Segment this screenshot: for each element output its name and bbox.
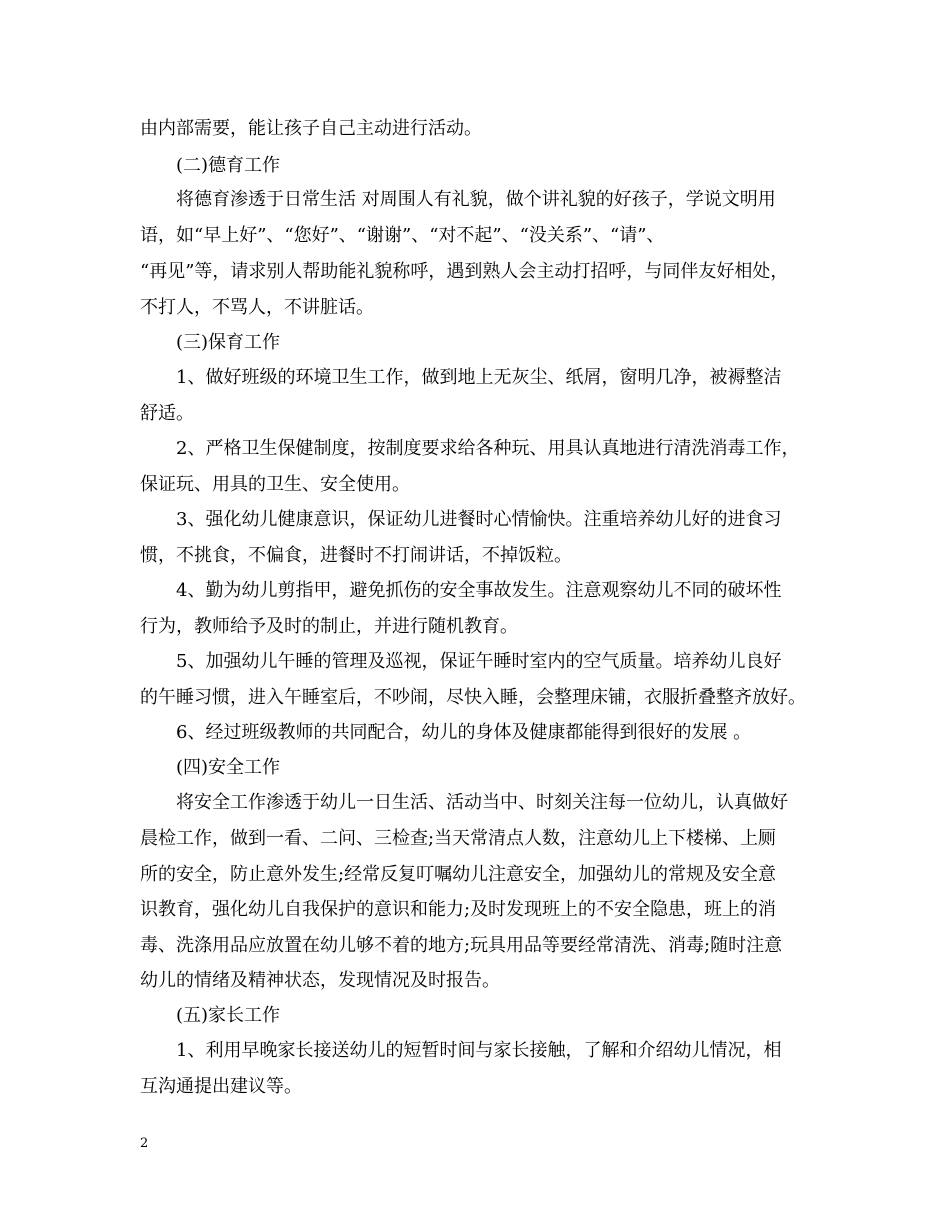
- paragraph-line: 保证玩、用具的卫生、安全使用。: [140, 474, 410, 495]
- paragraph-line: 互沟通提出建议等。: [140, 1076, 302, 1097]
- paragraph-line: 语，如“早上好”、“您好”、“谢谢”、“对不起”、“没关系”、“请”、: [140, 225, 665, 246]
- paragraph-line: 识教育，强化幼儿自我保护的意识和能力;及时发现班上的不安全隐患，班上的消: [140, 899, 777, 920]
- paragraph-line: 将安全工作渗透于幼儿一日生活、活动当中、时刻关注每一位幼儿，认真做好: [176, 792, 788, 813]
- paragraph-line: 由内部需要，能让孩子自己主动进行活动。: [140, 118, 482, 139]
- paragraph-line: 幼儿的情绪及精神状态，发现情况及时报告。: [140, 970, 500, 991]
- paragraph-line: 将德育渗透于日常生活 对周围人有礼貌，做个讲礼貌的好孩子，学说文明用: [176, 189, 776, 210]
- section-heading-childcare: (三)保育工作: [176, 332, 281, 353]
- paragraph-line: 4、勤为幼儿剪指甲，避免抓伤的安全事故发生。注意观察幼儿不同的破坏性: [176, 580, 782, 601]
- paragraph-line: 舒适。: [140, 403, 194, 424]
- paragraph-line: 1、利用早晚家长接送幼儿的短暂时间与家长接触，了解和介绍幼儿情况，相: [176, 1040, 782, 1061]
- section-heading-parents: (五)家长工作: [176, 1005, 281, 1026]
- paragraph-line: 晨检工作，做到一看、二问、三检查;当天常清点人数，注意幼儿上下楼梯、上厕: [140, 828, 777, 849]
- paragraph-line: 毒、洗涤用品应放置在幼儿够不着的地方;玩具用品等要经常清洗、消毒;随时注意: [140, 935, 783, 956]
- paragraph-line: 1、做好班级的环境卫生工作，做到地上无灰尘、纸屑，窗明几净，被褥整洁: [176, 367, 782, 388]
- paragraph-line: 5、加强幼儿午睡的管理及巡视，保证午睡时室内的空气质量。培养幼儿良好: [176, 651, 782, 672]
- paragraph-line: 2、严格卫生保健制度，按制度要求给各种玩、用具认真地进行清洗消毒工作，: [176, 438, 800, 459]
- paragraph-line: 所的安全，防止意外发生;经常反复叮嘱幼儿注意安全，加强幼儿的常规及安全意: [140, 864, 777, 885]
- section-heading-moral-education: (二)德育工作: [176, 155, 281, 176]
- paragraph-line: 3、强化幼儿健康意识，保证幼儿进餐时心情愉快。注重培养幼儿好的进食习: [176, 509, 782, 530]
- paragraph-line: 不打人，不骂人，不讲脏话。: [140, 297, 374, 318]
- paragraph-line: 行为，教师给予及时的制止，并进行随机教育。: [140, 616, 518, 637]
- paragraph-line: 的午睡习惯，进入午睡室后，不吵闹，尽快入睡，会整理床铺，衣服折叠整齐放好。: [140, 687, 806, 708]
- paragraph-line: 6、经过班级教师的共同配合，幼儿的身体及健康都能得到很好的发展 。: [176, 722, 752, 743]
- paragraph-line: 惯，不挑食，不偏食，进餐时不打闹讲话，不掉饭粒。: [140, 545, 572, 566]
- section-heading-safety: (四)安全工作: [176, 757, 281, 778]
- page-number: 2: [140, 1136, 149, 1151]
- paragraph-line: “再见”等，请求别人帮助能礼貌称呼，遇到熟人会主动打招呼，与同伴友好相处，: [140, 261, 789, 282]
